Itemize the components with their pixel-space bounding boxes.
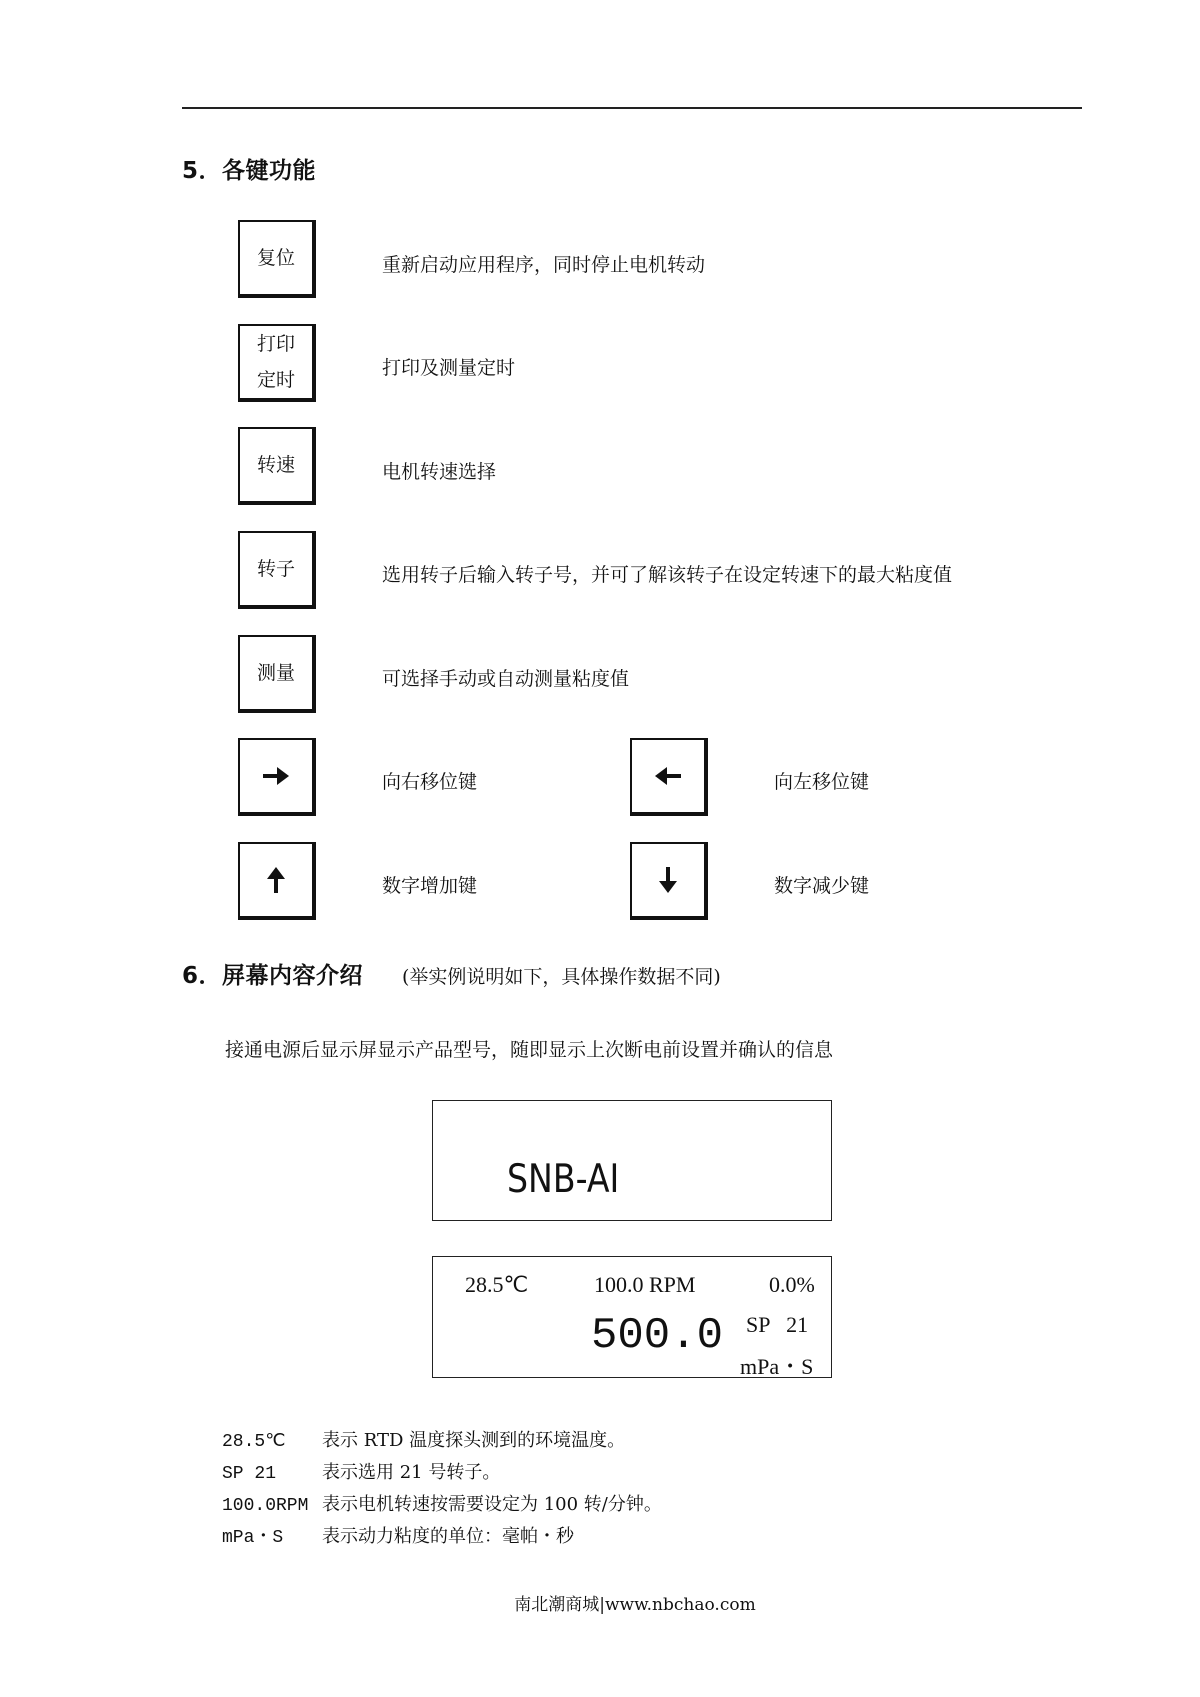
arrow-down-icon bbox=[656, 865, 680, 895]
legend-item bbox=[222, 1458, 500, 1484]
increase-key-desc: 数字增加键 bbox=[382, 875, 478, 897]
right-shift-key-desc: 向右移位键 bbox=[382, 771, 478, 793]
speed-key bbox=[238, 427, 316, 505]
legend-text: 表示选用 21 号转子。 bbox=[322, 1462, 501, 1483]
speed-readout: 100.0 RPM bbox=[594, 1272, 696, 1297]
reset-key-label: 复位 bbox=[256, 247, 295, 269]
section-5-title: 5．各键功能 bbox=[182, 158, 317, 184]
display-model-screen bbox=[432, 1100, 832, 1221]
display-status-screen bbox=[432, 1256, 832, 1378]
arrow-right-icon bbox=[261, 764, 291, 788]
legend-text: 表示 RTD 温度探头测到的环境温度。 bbox=[322, 1430, 626, 1451]
left-shift-key bbox=[630, 738, 708, 816]
temperature-readout: 28.5℃ bbox=[465, 1272, 529, 1297]
spindle-key-desc: 选用转子后输入转子号，并可了解该转子在设定转速下的最大粘度值 bbox=[382, 564, 953, 586]
left-shift-key-desc: 向左移位键 bbox=[774, 771, 870, 793]
legend-item bbox=[222, 1490, 662, 1516]
legend-term: mPa・S bbox=[222, 1528, 284, 1548]
measure-key bbox=[238, 635, 316, 713]
legend-term: 28.5℃ bbox=[222, 1432, 286, 1452]
measure-key-label: 测量 bbox=[256, 662, 295, 684]
section-6-title: 6．屏幕内容介绍 bbox=[182, 963, 364, 989]
arrow-up-icon bbox=[264, 865, 288, 895]
legend-item bbox=[222, 1426, 625, 1452]
spindle-key-label: 转子 bbox=[256, 558, 295, 580]
print-timer-key-label-2: 定时 bbox=[256, 369, 295, 391]
arrow-left-icon bbox=[653, 764, 683, 788]
viscosity-readout: 500.0 bbox=[591, 1311, 724, 1361]
print-timer-key-desc: 打印及测量定时 bbox=[382, 357, 516, 379]
print-timer-key bbox=[238, 324, 316, 402]
section-6-note: (举实例说明如下，具体操作数据不同) bbox=[402, 966, 721, 988]
spindle-readout: SP 21 bbox=[746, 1312, 809, 1337]
intro-paragraph: 接通电源后显示屏显示产品型号，随即显示上次断电前设置并确认的信息 bbox=[225, 1039, 834, 1061]
reset-key-desc: 重新启动应用程序，同时停止电机转动 bbox=[382, 254, 706, 276]
print-timer-key-label-1: 打印 bbox=[256, 333, 295, 355]
decrease-key-desc: 数字减少键 bbox=[774, 875, 870, 897]
legend-text: 表示动力粘度的单位：毫帕・秒 bbox=[322, 1526, 574, 1547]
legend-text: 表示电机转速按需要设定为 100 转/分钟。 bbox=[322, 1494, 662, 1515]
legend-item bbox=[222, 1522, 574, 1548]
header-rule bbox=[182, 107, 1082, 109]
legend-term: SP 21 bbox=[222, 1464, 277, 1484]
spindle-key bbox=[238, 531, 316, 609]
speed-key-desc: 电机转速选择 bbox=[382, 461, 497, 483]
model-name: SNB-AI bbox=[507, 1157, 620, 1202]
reset-key bbox=[238, 220, 316, 298]
legend-term: 100.0RPM bbox=[222, 1496, 309, 1516]
page-footer: 南北潮商城|www.nbchao.com bbox=[514, 1595, 756, 1615]
increase-key bbox=[238, 842, 316, 920]
speed-key-label: 转速 bbox=[256, 454, 295, 476]
percent-readout: 0.0% bbox=[769, 1272, 815, 1297]
decrease-key bbox=[630, 842, 708, 920]
right-shift-key bbox=[238, 738, 316, 816]
measure-key-desc: 可选择手动或自动测量粘度值 bbox=[382, 668, 630, 690]
unit-readout: mPa・S bbox=[740, 1354, 814, 1379]
